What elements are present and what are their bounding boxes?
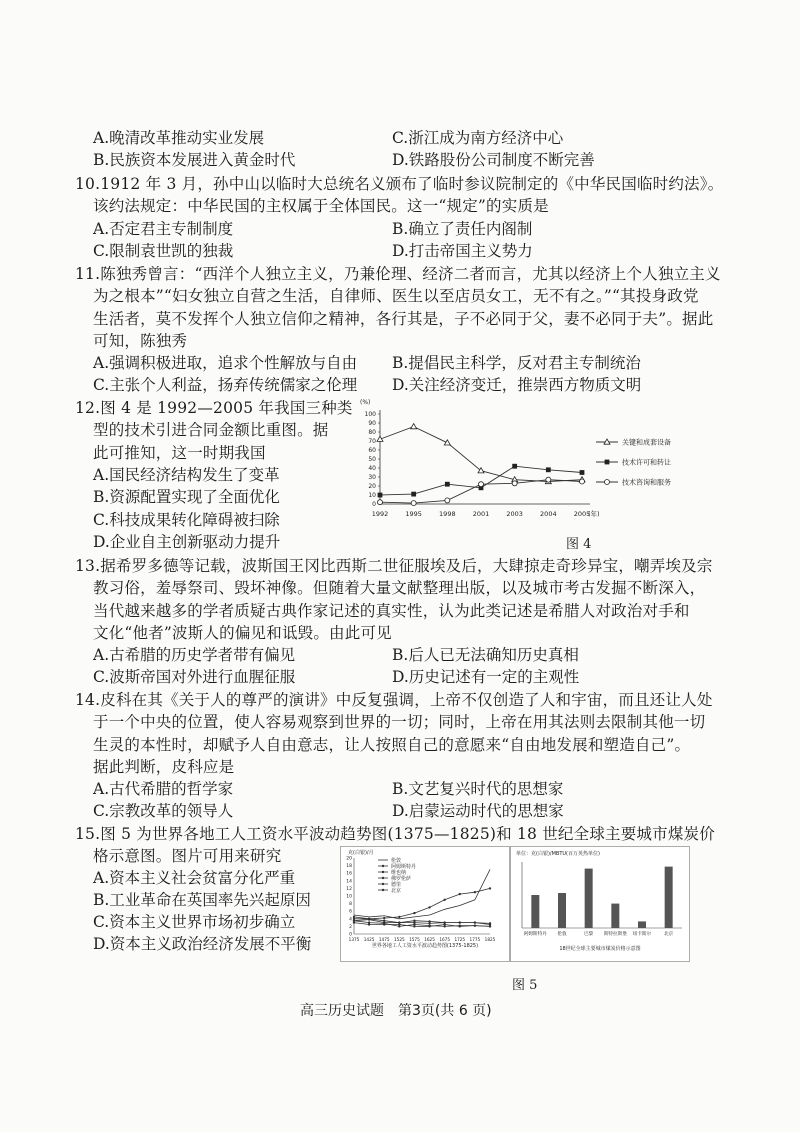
- q12-option-b[interactable]: B.资源配置实现了全面优化: [93, 488, 280, 506]
- x-tick-label: 北京: [664, 932, 674, 937]
- q15-option-a[interactable]: A.资本主义社会贫富分化严重: [93, 869, 296, 887]
- x-tick-label: 1375: [348, 937, 360, 942]
- q11-stem-line: 可知，陈独秀: [93, 332, 188, 350]
- y-tick-label: 100: [364, 411, 376, 418]
- q9-option-b[interactable]: B.民族资本发展进入黄金时代: [93, 151, 296, 169]
- q11-stem-line: 11.陈独秀曾言：“西洋个人独立主义，乃兼伦理、经济二者而言，尤其以经济上个人独立主义: [75, 265, 721, 283]
- data-point: [546, 467, 551, 472]
- q13-option-a[interactable]: A.古希腊的历史学者带有偏见: [93, 646, 296, 664]
- y-axis-label: 克(白银)/月: [348, 850, 374, 856]
- q15-stem-line: 格示意图。图片可用来研究: [93, 847, 282, 865]
- q12-option-c[interactable]: C.科技成果转化障碍被扫除: [93, 511, 280, 529]
- q11-option-b[interactable]: B.提倡民主科学，反对君主专制统治: [392, 354, 641, 372]
- data-point: [489, 887, 491, 889]
- data-point: [512, 464, 517, 469]
- bar: [665, 867, 673, 928]
- y-tick-label: 10: [368, 492, 376, 499]
- data-point: [489, 922, 491, 924]
- y-tick-label: 40: [368, 465, 376, 472]
- y-tick-label: 0: [349, 932, 352, 938]
- data-point: [474, 921, 476, 923]
- q15-stem-line: 15.图 5 为世界各地工人工资水平波动趋势图(1375—1825)和 18 世纪全球主要城市煤炭价: [75, 825, 715, 843]
- legend-label: 关键和成套设备: [622, 438, 671, 447]
- data-point: [353, 916, 355, 918]
- q10-option-d[interactable]: D.打击帝国主义势力: [392, 242, 533, 260]
- q10-stem-line: 10.1912 年 3 月，孙中山以临时大总统名义颁布了临时参议院制定的《中华民国临时约法》。: [75, 175, 724, 193]
- q13-stem-line: 当代越来越多的学者质疑古典作家记述的真实性，认为此类记述是希腊人对政治对手和: [93, 602, 690, 620]
- q13-option-b[interactable]: B.后人已无法确知历史真相: [392, 646, 579, 664]
- data-point: [411, 424, 417, 429]
- q12-stem-line: 此可推知，这一时期我国: [93, 444, 266, 462]
- data-point: [443, 923, 445, 925]
- y-tick-label: 8: [349, 902, 352, 908]
- q14-option-c[interactable]: C.宗教改革的领导人: [93, 802, 234, 820]
- legend-marker: [382, 883, 384, 885]
- y-axis-label: (%): [360, 399, 371, 406]
- q11-option-d[interactable]: D.关注经济变迁，推崇西方物质文明: [392, 376, 642, 394]
- chart-title: 世界各地工人工资水平波动趋势图(1375-1825): [371, 943, 479, 949]
- x-tick-label: 2001: [472, 510, 490, 518]
- q11-stem-line: 为之根本”“妇女独立自营之生活，自律师、医生以至店员女工，无不有之。”“其投身政党: [93, 287, 699, 305]
- y-tick-label: 18: [346, 864, 352, 870]
- q10-option-b[interactable]: B.确立了责任内阁制: [392, 220, 533, 238]
- data-point: [383, 923, 385, 925]
- q14-option-a[interactable]: A.古代希腊的哲学家: [93, 780, 234, 798]
- q11-option-c[interactable]: C.主张个人利益，扬弃传统儒家之伦理: [93, 376, 358, 394]
- legend-label: 北京: [391, 887, 402, 894]
- data-point: [413, 920, 415, 922]
- x-axis-label: (年): [588, 510, 600, 518]
- y-tick-label: 12: [346, 886, 352, 892]
- bar: [638, 921, 646, 928]
- legend-marker: [382, 865, 384, 867]
- q10-option-a[interactable]: A.否定君主专制制度: [93, 220, 234, 238]
- q15-option-c[interactable]: C.资本主义世界市场初步确立: [93, 913, 296, 931]
- y-tick-label: 20: [346, 856, 352, 862]
- q13-option-c[interactable]: C.波斯帝国对外进行血腥征服: [93, 668, 296, 686]
- data-point: [474, 891, 476, 893]
- q15-option-b[interactable]: B.工业革命在英国率先兴起原因: [93, 891, 311, 909]
- q14-option-b[interactable]: B.文艺复兴时代的思想家: [392, 780, 564, 798]
- q14-stem-line: 据此判断，皮科应是: [93, 758, 235, 776]
- q13-stem-line: 教习俗，羞辱祭司、毁坏神像。但随着大量文献整理出版，以及城市考古发掘不断深入，: [93, 579, 706, 597]
- q14-stem-line: 14.皮科在其《关于人的尊严的演讲》中反复强调，上帝不仅创造了人和宇宙，而且还让人处: [75, 691, 713, 709]
- x-tick-label: 巴黎: [584, 932, 594, 937]
- y-tick-label: 20: [368, 483, 376, 490]
- legend-label: 技术咨询和服务: [622, 478, 671, 487]
- y-tick-label: 0: [372, 501, 376, 508]
- legend-marker: [382, 877, 384, 879]
- data-point: [445, 482, 450, 487]
- data-point: [368, 923, 370, 925]
- y-tick-label: 50: [368, 456, 376, 463]
- legend-marker: [605, 480, 610, 485]
- page-footer: 高三历史试题 第3页(共 6 页): [300, 1003, 492, 1019]
- q12-option-a[interactable]: A.国民经济结构发生了变革: [93, 466, 280, 484]
- chart-title: 18世纪全球主要城市煤炭价格示意图: [559, 946, 641, 952]
- data-point: [474, 924, 476, 926]
- x-tick-label: 1995: [405, 510, 422, 518]
- data-point: [428, 920, 430, 922]
- data-point: [444, 440, 450, 445]
- legend-label: 阿姆斯特丹: [391, 863, 417, 870]
- data-point: [443, 899, 445, 901]
- x-tick-label: 1725: [454, 937, 466, 942]
- data-point: [580, 470, 585, 475]
- legend-label: 伦敦: [391, 857, 402, 864]
- q11-stem-line: 生活者，莫不发挥个人独立信仰之精神，各行其是，子不必同于父，妻不必同于夫”。据此: [93, 310, 714, 328]
- data-point: [378, 493, 383, 498]
- legend-marker: [605, 460, 610, 465]
- data-point: [512, 481, 517, 486]
- q14-stem-line: 生灵的本性时，却赋予人自由意志，让人按照自己的意愿来“自由地发展和塑造自己”。: [93, 736, 691, 754]
- x-tick-label: 斯特拉斯堡: [603, 932, 627, 937]
- x-tick-label: 阿姆斯特丹: [523, 932, 547, 937]
- data-point: [353, 921, 355, 923]
- x-tick-label: 1475: [378, 937, 390, 942]
- q10-option-c[interactable]: C.限制袁世凯的独裁: [93, 242, 234, 260]
- q13-stem-line: 13.据希罗多德等记载，波斯国王冈比西斯二世征服埃及后，大肆掠走奇珍异宝，嘲弄埃及宗: [75, 557, 713, 575]
- legend-label: 技术许可和转让: [622, 458, 671, 467]
- figure-5-wage-line-chart: [340, 846, 510, 962]
- y-tick-label: 60: [368, 447, 376, 454]
- q11-option-a[interactable]: A.强调积极进取，追求个性解放与自由: [93, 354, 358, 372]
- data-point: [368, 918, 370, 920]
- q12-stem-line: 型的技术引进合同金额比重图。据: [93, 421, 329, 439]
- data-point: [489, 925, 491, 927]
- data-point: [580, 479, 585, 484]
- legend-marker: [382, 889, 384, 891]
- y-tick-label: 90: [368, 420, 376, 427]
- y-tick-label: 10: [346, 894, 352, 900]
- data-point: [398, 916, 400, 918]
- legend-label: 德里: [391, 881, 402, 888]
- x-tick-label: 1775: [469, 937, 481, 942]
- y-tick-label: 70: [368, 438, 376, 445]
- data-point: [546, 477, 551, 482]
- x-tick-label: 1992: [371, 510, 389, 518]
- data-point: [428, 925, 430, 927]
- data-point: [398, 923, 400, 925]
- bar: [558, 893, 566, 928]
- figure-5-caption: 图 5: [512, 978, 538, 993]
- bar: [611, 904, 619, 928]
- x-tick-label: 伦敦: [557, 932, 567, 937]
- x-tick-label: 1575: [409, 937, 420, 942]
- q10-stem-line: 该约法规定：中华民国的主权属于全体国民。这一“规定”的实质是: [93, 197, 549, 215]
- q9-option-a[interactable]: A.晚清改革推动实业发展: [93, 129, 265, 147]
- x-tick-label: 1625: [424, 937, 435, 942]
- q12-stem-line: 12.图 4 是 1992—2005 年我国三种类: [75, 399, 353, 417]
- x-tick-label: 1998: [439, 510, 456, 518]
- q12-option-d[interactable]: D.企业自主创新驱动力提升: [93, 533, 281, 551]
- data-point: [459, 925, 461, 927]
- legend-marker: [382, 871, 384, 873]
- q9-option-d[interactable]: D.铁路股份公司制度不断完善: [392, 151, 595, 169]
- data-point: [383, 917, 385, 919]
- x-tick-label: 1675: [439, 937, 451, 942]
- q13-option-d[interactable]: D.历史记述有一定的主观性: [392, 668, 580, 686]
- data-point: [378, 500, 383, 505]
- q14-stem-line: 于一个中央的位置，使人容易观察到世界的一切；同时，上帝在用其法则去限制其他一切: [93, 713, 706, 731]
- y-tick-label: 4: [349, 917, 352, 923]
- y-tick-label: 16: [346, 871, 352, 877]
- bar: [531, 895, 539, 928]
- x-tick-label: 2003: [506, 510, 523, 518]
- x-tick-label: 1525: [393, 937, 405, 942]
- data-point: [413, 925, 415, 927]
- figure-5-coal-price-bar-chart: [510, 846, 690, 962]
- x-tick-label: 纽卡斯尔: [632, 932, 652, 937]
- legend-label: 佛罗伦萨: [391, 875, 412, 882]
- x-tick-label: 2005: [573, 510, 591, 518]
- data-point: [413, 912, 415, 914]
- data-point: [459, 921, 461, 923]
- figure-4-caption: 图 4: [566, 537, 592, 552]
- q13-stem-line: 文化“他者”波斯人的偏见和诋毁。由此可见: [93, 624, 392, 642]
- y-tick-label: 30: [368, 474, 376, 481]
- data-point: [445, 498, 450, 503]
- data-point: [459, 893, 461, 895]
- q15-option-d[interactable]: D.资本主义政治经济发展不平衡: [93, 935, 312, 953]
- data-point: [411, 501, 416, 506]
- data-point: [411, 492, 416, 497]
- x-tick-label: 2004: [540, 510, 557, 518]
- data-point: [428, 906, 430, 908]
- q9-option-c[interactable]: C.浙江成为南方经济中心: [392, 129, 564, 147]
- legend-label: 维也纳: [391, 869, 407, 876]
- y-tick-label: 14: [346, 879, 352, 885]
- y-tick-label: 2: [349, 924, 352, 930]
- bar: [585, 869, 593, 928]
- figure-4-line-chart: [350, 396, 695, 522]
- x-tick-label: 1825: [484, 937, 496, 942]
- y-tick-label: 6: [349, 909, 352, 915]
- x-tick-label: 1425: [363, 937, 375, 942]
- y-tick-label: 80: [368, 429, 376, 436]
- data-point: [479, 482, 484, 487]
- y-axis-label: 单位：克(白银)/MBTU(百万英热单位): [516, 851, 600, 857]
- q14-option-d[interactable]: D.启蒙运动时代的思想家: [392, 802, 564, 820]
